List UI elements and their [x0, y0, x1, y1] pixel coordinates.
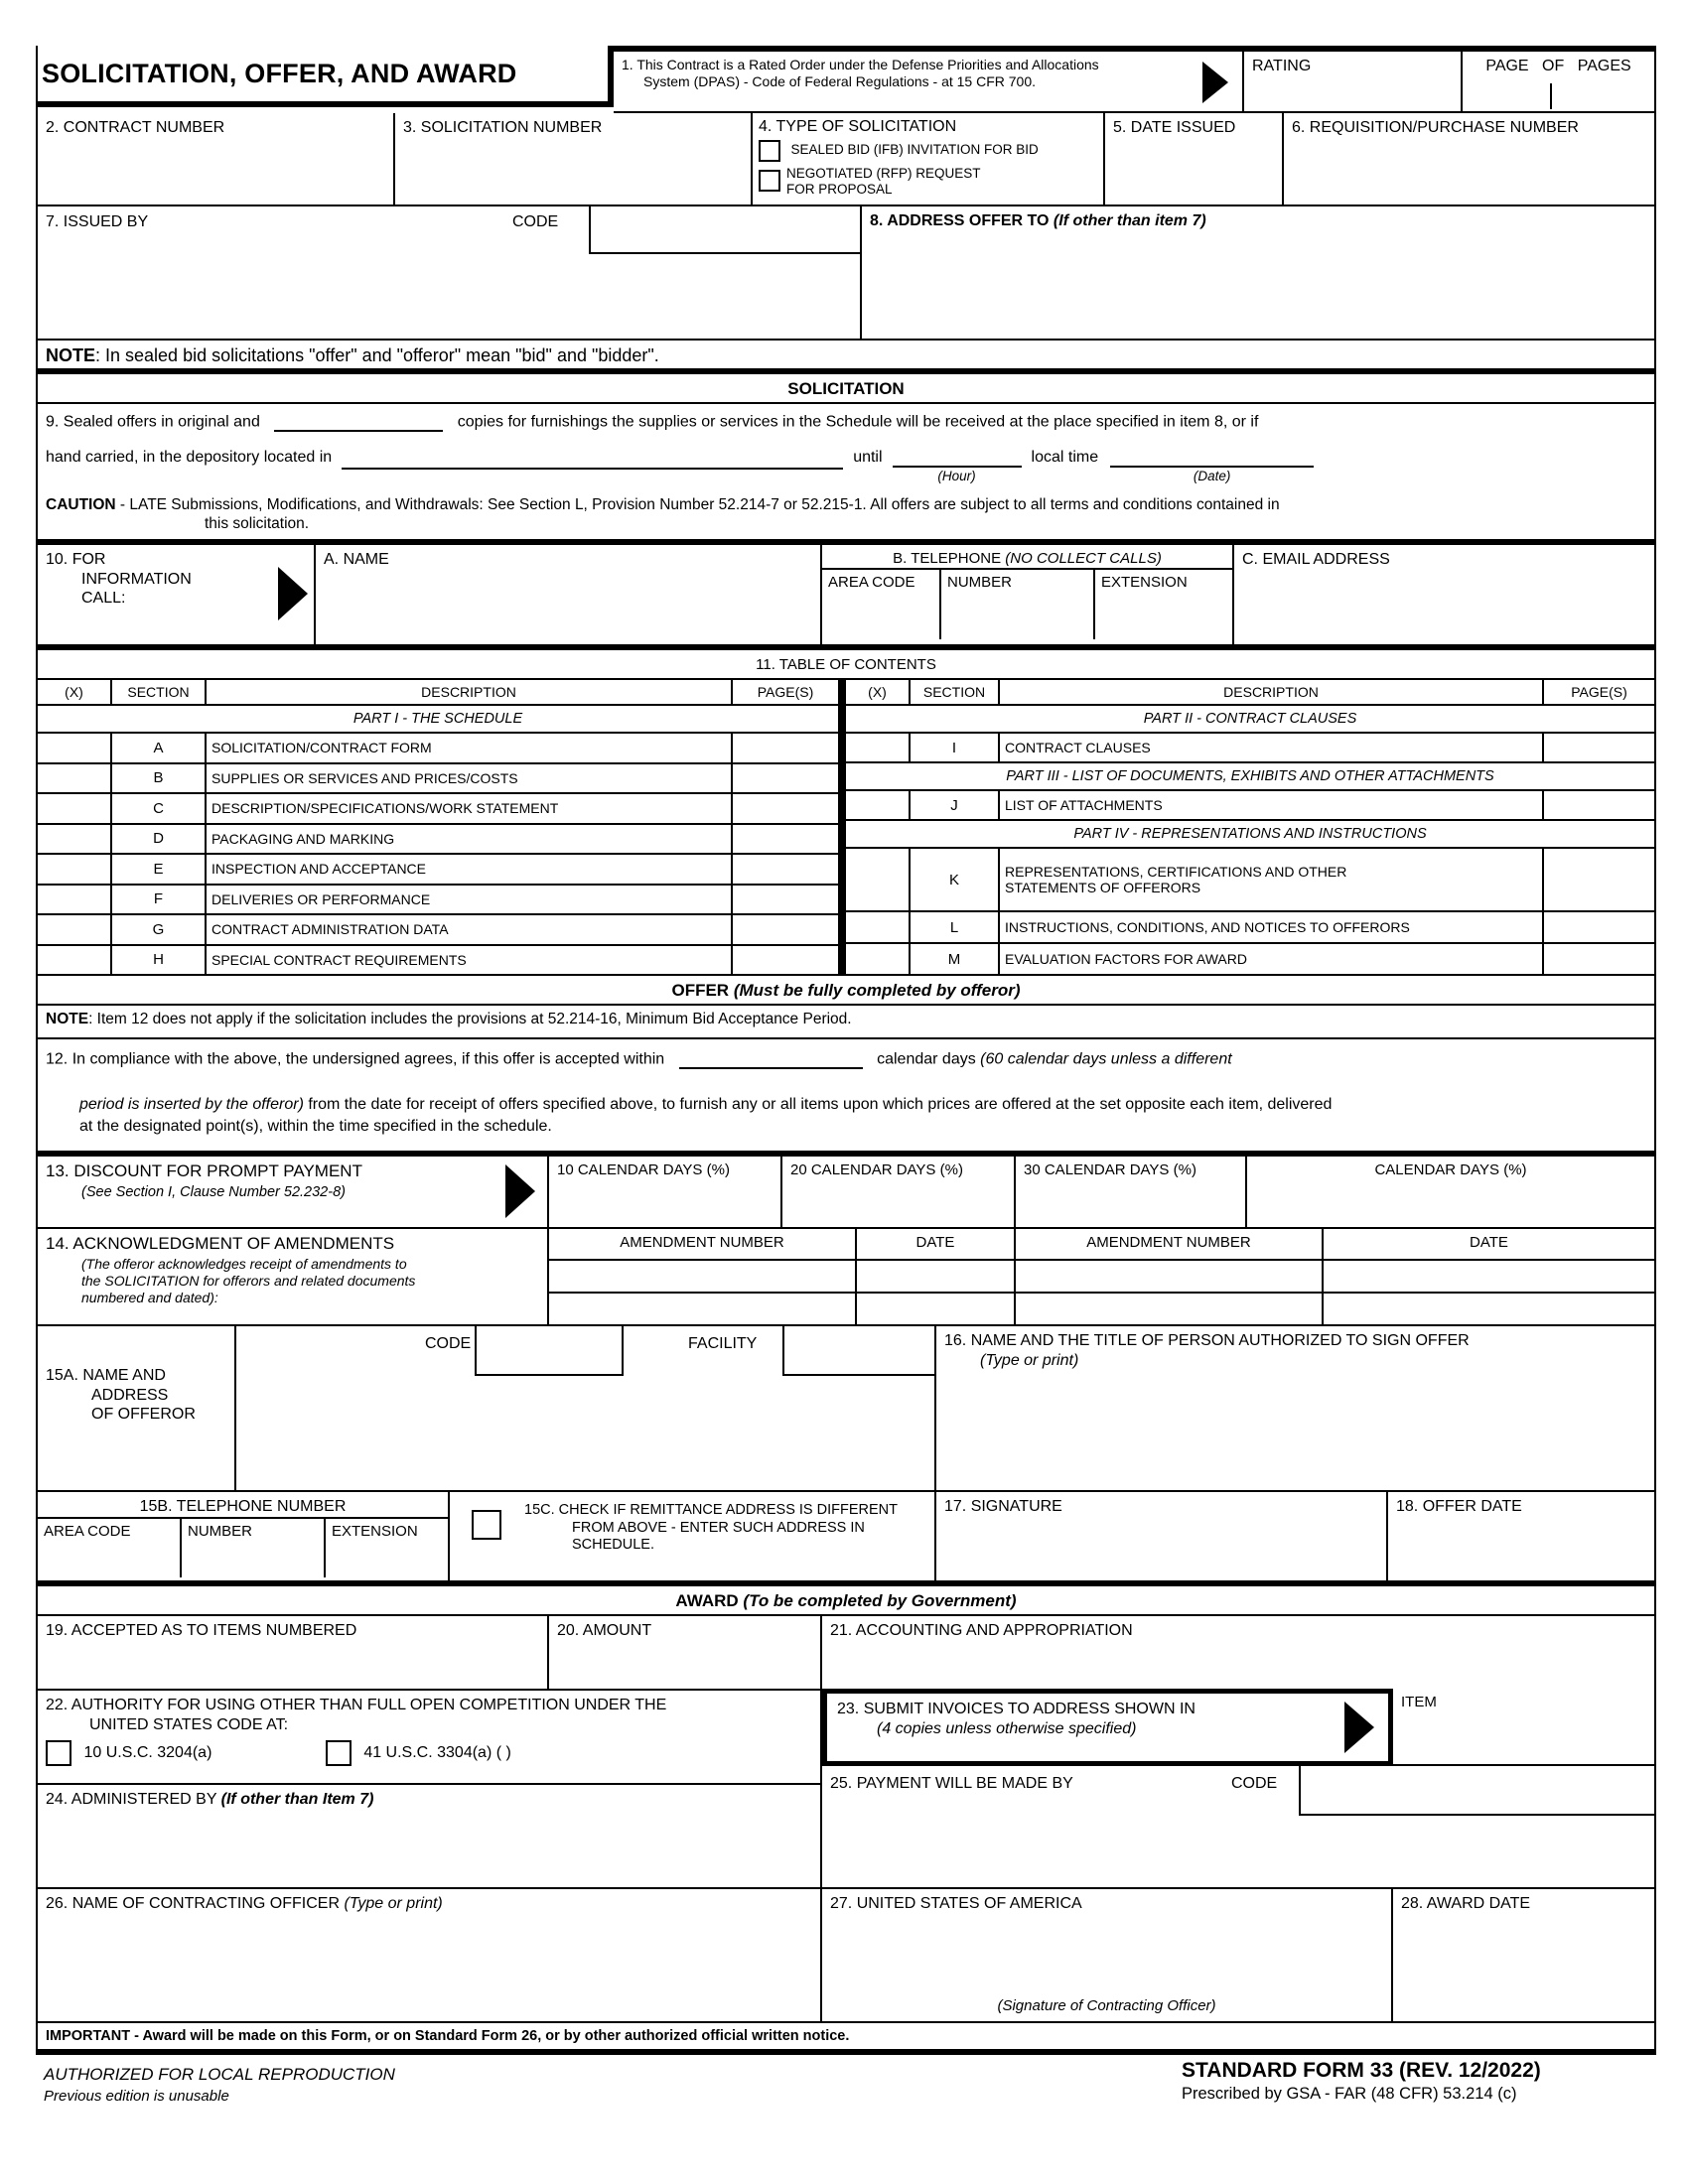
date-issued-label: 5. DATE ISSUED: [1113, 119, 1236, 136]
amendment-date-label: DATE: [1470, 1234, 1508, 1251]
discount-10-days-label: 10 CALENDAR DAYS (%): [557, 1161, 730, 1178]
page-divider-tick: [1550, 83, 1552, 109]
toc-page-cell[interactable]: [733, 855, 838, 884]
info-call-line2: INFORMATION: [81, 570, 192, 588]
email-label: C. EMAIL ADDRESS: [1242, 551, 1390, 568]
award-band: [38, 1586, 1654, 1616]
standard-form-label: STANDARD FORM 33 (REV. 12/2022): [1182, 2059, 1541, 2082]
toc-col-pages: PAGE(S): [757, 684, 814, 700]
toc-row-a: [38, 734, 838, 764]
amendment-number-label: AMENDMENT NUMBER: [1086, 1234, 1251, 1251]
number-label: NUMBER: [947, 574, 1013, 592]
offeror-telephone-field: [38, 1492, 450, 1586]
toc-row-i: [846, 734, 1654, 763]
offeror-label-line2: ADDRESS: [91, 1386, 169, 1404]
usc10-label: 10 U.S.C. 3204(a): [83, 1744, 212, 1762]
discount-10-days-field[interactable]: [549, 1157, 782, 1229]
usc10-checkbox[interactable]: [46, 1740, 71, 1766]
contract-number-label: 2. CONTRACT NUMBER: [46, 119, 225, 136]
offeror-name-address-field[interactable]: [236, 1326, 936, 1492]
toc-section-letter: K: [911, 849, 1000, 910]
info-number-field[interactable]: [941, 570, 1095, 639]
toc-description: SUPPLIES OR SERVICES AND PRICES/COSTS: [207, 764, 733, 793]
toc-description: PACKAGING AND MARKING: [207, 825, 733, 854]
accepted-items-label: 19. ACCEPTED AS TO ITEMS NUMBERED: [46, 1622, 357, 1639]
discount-20-days-label: 20 CALENDAR DAYS (%): [790, 1161, 963, 1178]
amendment-date-input[interactable]: [857, 1261, 1016, 1294]
address-offer-to-field[interactable]: [862, 206, 1654, 341]
toc-col-description: DESCRIPTION: [1000, 680, 1544, 704]
toc-section-letter: A: [112, 734, 207, 762]
info-call-line3: CALL:: [81, 590, 126, 608]
usa-label: 27. UNITED STATES OF AMERICA: [830, 1895, 1082, 1912]
toc-row-h: [38, 946, 838, 977]
toc-col-x: (X): [38, 680, 112, 704]
item12-text-e: from the date for receipt of offers specified above, to furnish any or all items upon which prices are offered at the set opposite each item, delivered: [308, 1096, 1333, 1113]
toc-section-letter: L: [911, 912, 1000, 942]
toc-section-letter: M: [911, 944, 1000, 974]
page-of-pages-label: PAGE OF PAGES: [1485, 58, 1631, 74]
dpas-text-line2: System (DPAS) - Code of Federal Regulations - at 15 CFR 700.: [643, 73, 1037, 90]
submit-invoices-note: (4 copies unless otherwise specified): [877, 1720, 1137, 1737]
toc-page-cell[interactable]: [733, 825, 838, 854]
discount-other-days-field[interactable]: [1247, 1157, 1654, 1229]
payment-code-box[interactable]: [1299, 1766, 1654, 1816]
prescribed-by-label: Prescribed by GSA - FAR (48 CFR) 53.214 (c): [1182, 2085, 1517, 2103]
usc41-label: 41 U.S.C. 3304(a) ( ): [363, 1744, 511, 1762]
discount-label-cell: [38, 1157, 549, 1229]
info-name-field[interactable]: [316, 545, 822, 650]
caution-text-1: - LATE Submissions, Modifications, and Withdrawals: See Section L, Provision Number 52.214-7 or 52.215-1. All offers are subject to all terms and conditions contained in: [115, 496, 1280, 513]
toc-col-section: SECTION: [112, 680, 207, 704]
toc-page-cell[interactable]: [1544, 912, 1654, 942]
toc-section-letter: H: [112, 946, 207, 975]
toc-description: INSTRUCTIONS, CONDITIONS, AND NOTICES TO OFFERORS: [1000, 912, 1544, 942]
toc-page-cell[interactable]: [733, 794, 838, 823]
toc-col-description: DESCRIPTION: [207, 680, 733, 704]
offeror-code-label: CODE: [425, 1335, 472, 1352]
toc-page-cell[interactable]: [1544, 734, 1654, 761]
toc-row-c: [38, 794, 838, 825]
toc-description: SPECIAL CONTRACT REQUIREMENTS: [207, 946, 733, 975]
toc-right-table: [846, 680, 1654, 976]
solicitation-band-label: SOLICITATION: [787, 379, 905, 398]
footer-left: [44, 2065, 395, 2105]
solicitation-band: [38, 374, 1654, 404]
toc-check-cell[interactable]: [846, 734, 911, 761]
award-band-note: (To be completed by Government): [743, 1591, 1017, 1610]
toc-description: LIST OF ATTACHMENTS: [1000, 791, 1544, 819]
area-code-label: AREA CODE: [828, 574, 915, 592]
item12-text-d: period is inserted by the offeror): [79, 1096, 304, 1113]
award-band-label: AWARD: [675, 1591, 739, 1610]
accounting-appropriation-label: 21. ACCOUNTING AND APPROPRIATION: [830, 1622, 1133, 1639]
toc-page-cell[interactable]: [1544, 944, 1654, 974]
toc-check-cell[interactable]: [38, 825, 112, 854]
amendments-label: 14. ACKNOWLEDGMENT OF AMENDMENTS: [46, 1234, 395, 1253]
note1-text: : In sealed bid solicitations "offer" and "offeror" mean "bid" and "bidder".: [95, 345, 659, 365]
invoice-item-field[interactable]: [1393, 1689, 1654, 1766]
toc-right-header-row: [846, 680, 1654, 706]
form-title-box: [38, 46, 614, 107]
amendments-note: (The offeror acknowledges receipt of amendments to the SOLICITATION for offerors and related documents numbered and dated):: [81, 1255, 416, 1305]
offeror-label-line3: OF OFFEROR: [91, 1406, 196, 1424]
offeror-name-label-cell: [38, 1326, 236, 1492]
usa-signature-note: (Signature of Contracting Officer): [997, 1996, 1216, 2014]
administered-by-label: 24. ADMINISTERED BY: [46, 1791, 217, 1808]
amendment-date-input[interactable]: [857, 1294, 1016, 1326]
toc-col-section: SECTION: [911, 680, 1000, 704]
previous-edition-label: Previous edition is unusable: [44, 2088, 229, 2105]
date-label: (Date): [1193, 469, 1231, 483]
offeror-telephone-label: 15B. TELEPHONE NUMBER: [38, 1492, 448, 1519]
offeror-code-box[interactable]: [475, 1326, 624, 1376]
requisition-number-field[interactable]: [1284, 113, 1654, 206]
amendment-number-label: AMENDMENT NUMBER: [620, 1234, 784, 1251]
caution-note: [38, 491, 1654, 545]
item12-text-c: (60 calendar days unless a different: [980, 1050, 1232, 1068]
caution-text-2: this solicitation.: [205, 514, 310, 532]
toc-description: DELIVERIES OR PERFORMANCE: [207, 886, 733, 914]
toc-page-cell[interactable]: [733, 764, 838, 793]
toc-check-cell[interactable]: [38, 886, 112, 914]
note2-text: : Item 12 does not apply if the solicitation includes the provisions at 52.214-16, Minimum Bid Acceptance Period.: [88, 1011, 852, 1027]
item9-text-b: copies for furnishings the supplies or services in the Schedule will be received at the place specified in item 8, or if: [457, 413, 1259, 431]
right-arrow-icon: [278, 567, 308, 620]
toc-row-m: [846, 944, 1654, 976]
info-call-line1: 10. FOR: [46, 551, 106, 568]
amendment-date-header: [1324, 1229, 1654, 1261]
for-information-call-label-cell: [38, 545, 316, 650]
amendment-date-input[interactable]: [1324, 1294, 1654, 1326]
discount-30-days-field[interactable]: [1016, 1157, 1247, 1229]
type-of-solicitation-label: 4. TYPE OF SOLICITATION: [759, 118, 957, 135]
toc-description: CONTRACT CLAUSES: [1000, 734, 1544, 761]
date-blank[interactable]: [1110, 446, 1314, 484]
payment-code-label: CODE: [1231, 1775, 1278, 1792]
facility-label: FACILITY: [688, 1335, 758, 1352]
toc-section-letter: B: [112, 764, 207, 793]
solicitation-number-field[interactable]: [395, 113, 753, 206]
caution-label: CAUTION: [46, 496, 116, 513]
toc-row-e: [38, 855, 838, 886]
offer-date-field[interactable]: [1388, 1492, 1654, 1586]
invoice-item-label: ITEM: [1401, 1694, 1437, 1710]
contracting-officer-name-field[interactable]: [38, 1889, 822, 2023]
note1-label: NOTE: [46, 345, 96, 365]
amendment-date-input[interactable]: [1324, 1261, 1654, 1294]
offeror-number-field[interactable]: [182, 1519, 326, 1577]
negotiated-label: NEGOTIATED (RFP) REQUEST FOR PROPOSAL: [786, 165, 981, 197]
amendment-number-input[interactable]: [549, 1261, 857, 1294]
toc-page-cell[interactable]: [1544, 849, 1654, 910]
offer-band-note: (Must be fully completed by offeror): [733, 981, 1021, 1000]
toc-row-g: [38, 915, 838, 946]
usa-signature-field[interactable]: [822, 1889, 1393, 2023]
toc-part2-row: PART II - CONTRACT CLAUSES: [846, 706, 1654, 734]
item12-text-f: at the designated point(s), within the time specified in the schedule.: [79, 1117, 552, 1135]
telephone-label: B. TELEPHONE: [893, 550, 1002, 567]
toc-center-divider: [838, 680, 846, 976]
toc-left-table: [38, 680, 838, 976]
discount-30-days-label: 30 CALENDAR DAYS (%): [1024, 1161, 1196, 1178]
offer-date-label: 18. OFFER DATE: [1396, 1498, 1522, 1515]
facility-box[interactable]: [782, 1326, 936, 1376]
right-arrow-icon: [1344, 1702, 1374, 1753]
contracting-officer-note: (Type or print): [344, 1895, 443, 1912]
toc-check-cell[interactable]: [846, 944, 911, 974]
hour-blank[interactable]: [893, 446, 1022, 484]
toc-left-header-row: [38, 680, 838, 706]
dpas-rated-order-box: [614, 52, 1244, 113]
toc-description: [1000, 849, 1544, 910]
item12-text-a: 12. In compliance with the above, the undersigned agrees, if this offer is accepted within: [46, 1050, 665, 1068]
toc-part3-row: PART III - LIST OF DOCUMENTS, EXHIBITS AND OTHER ATTACHMENTS: [846, 763, 1654, 791]
address-offer-to-note: (If other than item 7): [1053, 212, 1206, 229]
discount-label: 13. DISCOUNT FOR PROMPT PAYMENT: [46, 1161, 362, 1180]
toc-check-cell[interactable]: [38, 915, 112, 944]
authorized-signer-field[interactable]: [936, 1326, 1654, 1492]
sf33-form: [36, 46, 1656, 2055]
amount-field[interactable]: [549, 1616, 822, 1691]
authorized-signer-note: (Type or print): [980, 1351, 1079, 1369]
toc-col-x: (X): [846, 680, 911, 704]
info-email-field[interactable]: [1234, 545, 1654, 650]
authority-label-line2: UNITED STATES CODE AT:: [89, 1715, 289, 1733]
toc-check-cell[interactable]: [38, 764, 112, 793]
offeror-area-code-field[interactable]: [38, 1519, 182, 1577]
signature-field[interactable]: [936, 1492, 1388, 1586]
type-of-solicitation-field: [753, 113, 1105, 206]
toc-row-f: [38, 886, 838, 916]
form-title: SOLICITATION, OFFER, AND AWARD: [42, 59, 517, 88]
item12-text-b: calendar days: [877, 1050, 976, 1068]
administered-by-note: (If other than Item 7): [220, 1791, 374, 1808]
sealed-bid-label: SEALED BID (IFB) INVITATION FOR BID: [790, 142, 1039, 158]
important-note: [38, 2023, 1654, 2055]
important-text: - Award will be made on this Form, or on Standard Form 26, or by other authorized official written notice.: [130, 2028, 850, 2044]
toc-page-cell[interactable]: [733, 734, 838, 762]
requisition-number-label: 6. REQUISITION/PURCHASE NUMBER: [1292, 119, 1579, 136]
issued-by-field[interactable]: [38, 206, 862, 341]
toc-section-letter: J: [911, 791, 1000, 819]
usc41-checkbox[interactable]: [326, 1740, 352, 1766]
info-name-label: A. NAME: [324, 551, 389, 568]
toc-check-cell[interactable]: [846, 791, 911, 819]
right-arrow-icon: [505, 1164, 535, 1218]
telephone-header: [822, 545, 1232, 570]
amendment-number-input[interactable]: [549, 1294, 857, 1326]
toc-check-cell[interactable]: [846, 849, 911, 910]
amendment-date-header: [857, 1229, 1016, 1261]
toc-description-line1: REPRESENTATIONS, CERTIFICATIONS AND OTHER: [1005, 864, 1347, 880]
discount-note: (See Section I, Clause Number 52.232-8): [81, 1183, 346, 1200]
hour-label: (Hour): [937, 469, 976, 483]
toc-section-letter: I: [911, 734, 1000, 761]
remittance-label: 15C. CHECK IF REMITTANCE ADDRESS IS DIFFERENT FROM ABOVE - ENTER SUCH ADDRESS IN SCHEDULE.: [524, 1502, 898, 1554]
authority-label-line1: 22. AUTHORITY FOR USING OTHER THAN FULL OPEN COMPETITION UNDER THE: [46, 1697, 667, 1713]
toc-row-j: [846, 791, 1654, 821]
rating-label: RATING: [1252, 58, 1312, 74]
footer-right: [1182, 2059, 1652, 2104]
item9-sealed-offers: [38, 404, 1654, 491]
toc-check-cell[interactable]: [38, 855, 112, 884]
toc-page-cell[interactable]: [733, 915, 838, 944]
amendments-label-cell: [38, 1229, 549, 1326]
sealed-bid-checkbox[interactable]: [759, 140, 780, 162]
award-date-field[interactable]: [1393, 1889, 1654, 2023]
extension-label: EXTENSION: [332, 1522, 418, 1540]
area-code-label: AREA CODE: [44, 1522, 131, 1540]
amendment-number-input[interactable]: [1016, 1294, 1324, 1326]
copies-blank[interactable]: [274, 411, 443, 432]
toc-title: [38, 650, 1654, 680]
toc-row-k: [846, 849, 1654, 912]
toc-part4-row: PART IV - REPRESENTATIONS AND INSTRUCTIONS: [846, 821, 1654, 849]
address-offer-to-label: 8. ADDRESS OFFER TO: [870, 212, 1050, 229]
amendment-number-header: [549, 1229, 857, 1261]
payment-made-by-label: 25. PAYMENT WILL BE MADE BY: [830, 1775, 1073, 1792]
sealed-bid-note: [38, 341, 1654, 374]
acceptance-days-blank[interactable]: [679, 1048, 863, 1069]
toc-check-cell[interactable]: [846, 912, 911, 942]
item12-note: [38, 1006, 1654, 1039]
toc-check-cell[interactable]: [38, 734, 112, 762]
contracting-officer-label: 26. NAME OF CONTRACTING OFFICER: [46, 1895, 341, 1912]
local-time-label: local time: [1031, 449, 1099, 466]
number-label: NUMBER: [188, 1522, 253, 1540]
remittance-address-field: [450, 1492, 936, 1586]
page-of-pages-field[interactable]: [1463, 52, 1654, 113]
toc-part1-row: PART I - THE SCHEDULE: [38, 706, 838, 734]
item9-text-c: hand carried, in the depository located in: [46, 449, 333, 466]
toc-description: CONTRACT ADMINISTRATION DATA: [207, 915, 733, 944]
toc-page-cell[interactable]: [1544, 791, 1654, 819]
note2-label: NOTE: [46, 1011, 89, 1027]
toc-row-l: [846, 912, 1654, 944]
info-area-code-field[interactable]: [822, 570, 941, 639]
administered-by-field[interactable]: [38, 1785, 822, 1889]
discount-other-days-label: CALENDAR DAYS (%): [1374, 1161, 1527, 1178]
toc-description-line2: STATEMENTS OF OFFERORS: [1005, 880, 1201, 895]
right-arrow-icon: [1202, 62, 1228, 103]
issued-by-label: 7. ISSUED BY: [46, 213, 149, 230]
toc-description: EVALUATION FACTORS FOR AWARD: [1000, 944, 1544, 974]
authorized-signer-label: 16. NAME AND THE TITLE OF PERSON AUTHORIZED TO SIGN OFFER: [944, 1332, 1470, 1349]
date-issued-field[interactable]: [1105, 113, 1284, 206]
toc-section-letter: E: [112, 855, 207, 884]
issued-by-code-label: CODE: [512, 213, 559, 230]
toc-description: INSPECTION AND ACCEPTANCE: [207, 855, 733, 884]
negotiated-checkbox[interactable]: [759, 170, 780, 192]
award-date-label: 28. AWARD DATE: [1401, 1895, 1531, 1912]
amount-label: 20. AMOUNT: [557, 1622, 652, 1639]
toc-section-letter: D: [112, 825, 207, 854]
remittance-checkbox[interactable]: [472, 1510, 501, 1540]
depository-blank[interactable]: [342, 446, 843, 470]
toc-description: SOLICITATION/CONTRACT FORM: [207, 734, 733, 762]
contract-number-field[interactable]: [38, 113, 395, 206]
amendment-number-input[interactable]: [1016, 1261, 1324, 1294]
accepted-items-field[interactable]: [38, 1616, 549, 1691]
toc-row-b: [38, 764, 838, 795]
authorized-reproduction-label: AUTHORIZED FOR LOCAL REPRODUCTION: [44, 2065, 395, 2084]
amendment-number-header: [1016, 1229, 1324, 1261]
toc-description: DESCRIPTION/SPECIFICATIONS/WORK STATEMENT: [207, 794, 733, 823]
toc-section-letter: C: [112, 794, 207, 823]
important-label: IMPORTANT: [46, 2028, 131, 2044]
extension-label: EXTENSION: [1101, 574, 1188, 592]
discount-20-days-field[interactable]: [782, 1157, 1016, 1229]
toc-row-d: [38, 825, 838, 856]
dpas-text-line1: 1. This Contract is a Rated Order under the Defense Priorities and Allocations: [622, 57, 1099, 72]
issued-by-code-box[interactable]: [589, 206, 862, 254]
submit-invoices-box: [822, 1689, 1393, 1766]
offer-band: [38, 976, 1654, 1006]
rating-field[interactable]: [1244, 52, 1463, 113]
info-extension-field[interactable]: [1095, 570, 1232, 639]
toc-section-letter: G: [112, 915, 207, 944]
toc-page-cell[interactable]: [733, 946, 838, 975]
until-label: until: [853, 449, 883, 466]
offeror-extension-field[interactable]: [326, 1519, 448, 1577]
item12-compliance: [38, 1039, 1654, 1157]
info-telephone-field: [822, 545, 1234, 650]
toc-check-cell[interactable]: [38, 946, 112, 975]
amendment-date-label: DATE: [915, 1234, 955, 1251]
item9-text-a: 9. Sealed offers in original and: [46, 413, 260, 431]
accounting-appropriation-field[interactable]: [822, 1616, 1654, 1691]
offer-band-label: OFFER: [671, 981, 730, 1000]
solicitation-number-label: 3. SOLICITATION NUMBER: [403, 119, 603, 136]
signature-label: 17. SIGNATURE: [944, 1498, 1062, 1515]
toc-col-pages: PAGE(S): [1571, 684, 1627, 700]
toc-page-cell[interactable]: [733, 886, 838, 914]
toc-check-cell[interactable]: [38, 794, 112, 823]
toc-section-letter: F: [112, 886, 207, 914]
offeror-label-line1: 15A. NAME AND: [46, 1367, 166, 1384]
competition-authority-field: [38, 1691, 822, 1785]
payment-made-by-field[interactable]: [822, 1766, 1654, 1889]
toc-title-label: 11. TABLE OF CONTENTS: [756, 656, 936, 673]
no-collect-calls-note: (NO COLLECT CALLS): [1005, 550, 1162, 567]
submit-invoices-label: 23. SUBMIT INVOICES TO ADDRESS SHOWN IN: [837, 1701, 1196, 1717]
